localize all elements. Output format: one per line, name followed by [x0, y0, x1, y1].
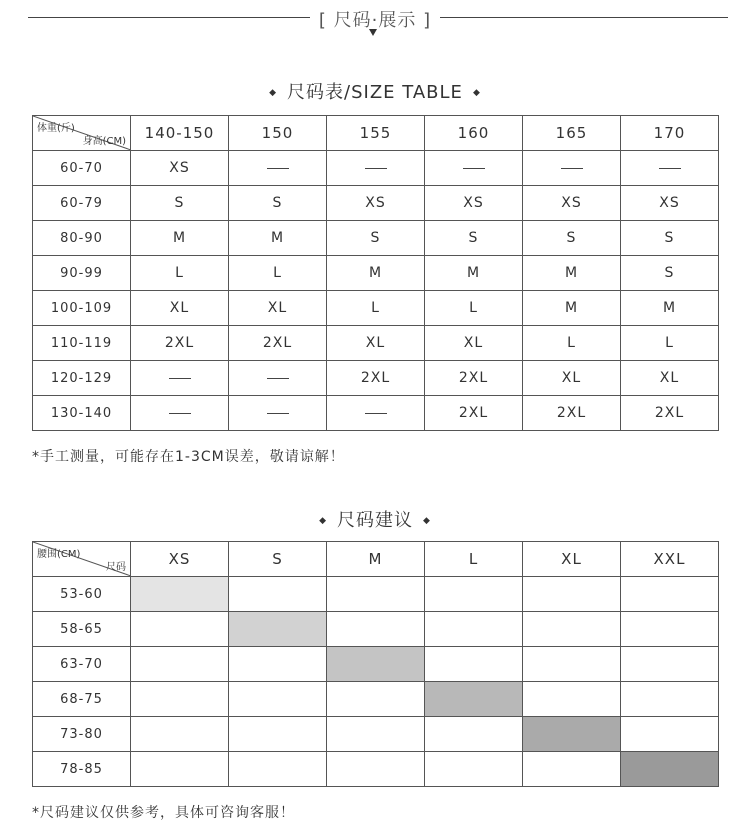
size-cell	[523, 396, 621, 431]
weight-row-header: 130-140	[33, 396, 131, 431]
waist-row-header: 73-80	[33, 717, 131, 752]
advice-cell	[327, 752, 425, 787]
size-table-title: 尺码表/SIZE TABLE	[287, 82, 463, 103]
not-available-dash	[365, 168, 387, 169]
size-cell	[621, 151, 719, 186]
size-cell	[229, 151, 327, 186]
waist-row-header: 53-60	[33, 577, 131, 612]
advice-cell	[131, 647, 229, 682]
size-value: S	[272, 195, 283, 211]
size-cell	[523, 326, 621, 361]
size-cell	[425, 186, 523, 221]
size-cell	[621, 361, 719, 396]
weight-row-header: 100-109	[33, 291, 131, 326]
size-cell	[131, 291, 229, 326]
size-cell	[131, 151, 229, 186]
size-cell	[523, 291, 621, 326]
corner-cell	[33, 116, 131, 151]
weight-row-header: 80-90	[33, 221, 131, 256]
size-value: L	[665, 335, 674, 351]
size-cell	[131, 186, 229, 221]
not-available-dash	[463, 168, 485, 169]
not-available-dash	[169, 413, 191, 414]
advice-cell	[523, 577, 621, 612]
size-cell	[523, 361, 621, 396]
size-advice-note: *尺码建议仅供参考，具体可咨询客服！	[32, 805, 295, 821]
recommended-size-cell	[621, 752, 719, 787]
size-cell	[229, 221, 327, 256]
down-arrow-icon	[369, 29, 377, 36]
size-cell	[327, 326, 425, 361]
page-header	[0, 0, 750, 50]
size-column-header: XS	[131, 542, 229, 577]
size-advice-table	[32, 541, 719, 787]
size-cell	[327, 361, 425, 396]
size-value: S	[370, 230, 381, 246]
size-value: M	[172, 230, 187, 246]
advice-cell	[621, 577, 719, 612]
size-cell	[621, 186, 719, 221]
size-cell	[621, 396, 719, 431]
advice-cell	[131, 612, 229, 647]
not-available-dash	[659, 168, 681, 169]
size-advice-title: 尺码建议	[337, 510, 413, 531]
size-cell	[327, 291, 425, 326]
waist-row-header: 78-85	[33, 752, 131, 787]
size-column-header: XL	[523, 542, 621, 577]
recommended-size-cell	[523, 717, 621, 752]
size-cell	[523, 186, 621, 221]
corner-bottom-label: 尺码	[106, 562, 126, 573]
size-value: L	[469, 300, 478, 316]
size-table	[32, 115, 719, 431]
size-table-heading	[0, 78, 750, 104]
size-cell	[621, 326, 719, 361]
size-table-row	[33, 186, 719, 221]
header-title: [ 尺码·展示 ]	[318, 10, 432, 31]
advice-cell	[523, 612, 621, 647]
size-value: XL	[365, 335, 386, 351]
weight-row-header: 60-70	[33, 151, 131, 186]
size-value: S	[174, 195, 185, 211]
size-cell	[229, 186, 327, 221]
size-cell	[621, 291, 719, 326]
size-value: S	[664, 265, 675, 281]
size-value: M	[564, 265, 579, 281]
recommended-size-cell	[425, 682, 523, 717]
weight-row-header: 60-79	[33, 186, 131, 221]
advice-cell	[327, 612, 425, 647]
advice-table-row	[33, 682, 719, 717]
recommended-size-cell	[229, 612, 327, 647]
size-column-header: XXL	[621, 542, 719, 577]
size-value: M	[662, 300, 677, 316]
advice-cell	[425, 577, 523, 612]
advice-cell	[131, 717, 229, 752]
advice-cell	[621, 717, 719, 752]
size-cell	[131, 256, 229, 291]
height-column-header: 140-150	[131, 116, 229, 151]
size-value: 2XL	[458, 370, 489, 386]
header-rule-right	[440, 17, 728, 18]
advice-table-header-row	[33, 542, 719, 577]
size-table-row	[33, 221, 719, 256]
size-value: 2XL	[556, 405, 587, 421]
size-value: XL	[561, 370, 582, 386]
corner-top-label: 腰围(CM)	[37, 549, 81, 560]
size-cell	[327, 186, 425, 221]
advice-table-row	[33, 752, 719, 787]
weight-row-header: 90-99	[33, 256, 131, 291]
advice-table-row	[33, 647, 719, 682]
advice-table-row	[33, 717, 719, 752]
size-cell	[523, 151, 621, 186]
size-table-row	[33, 326, 719, 361]
diamond-icon: ◆	[319, 516, 327, 526]
advice-cell	[425, 647, 523, 682]
corner-bottom-label: 身高(CM)	[82, 136, 126, 147]
header-rule-left	[28, 17, 310, 18]
size-value: M	[270, 230, 285, 246]
advice-cell	[327, 682, 425, 717]
height-column-header: 165	[523, 116, 621, 151]
size-table-note: *手工测量，可能存在1-3CM误差，敬请谅解！	[32, 449, 345, 465]
size-value: XL	[169, 300, 190, 316]
weight-row-header: 110-119	[33, 326, 131, 361]
recommended-size-cell	[131, 577, 229, 612]
size-value: 2XL	[360, 370, 391, 386]
size-cell	[425, 291, 523, 326]
advice-table-row	[33, 577, 719, 612]
size-value: 2XL	[164, 335, 195, 351]
size-value: L	[371, 300, 380, 316]
diamond-icon: ◆	[472, 88, 481, 98]
advice-cell	[229, 682, 327, 717]
size-cell	[425, 256, 523, 291]
size-cell	[425, 396, 523, 431]
size-cell	[229, 326, 327, 361]
not-available-dash	[561, 168, 583, 169]
size-table-row	[33, 396, 719, 431]
size-value: L	[175, 265, 184, 281]
not-available-dash	[267, 168, 289, 169]
size-cell	[621, 221, 719, 256]
size-value: XS	[561, 195, 582, 211]
advice-cell	[621, 647, 719, 682]
size-value: 2XL	[654, 405, 685, 421]
diamond-icon: ◆	[423, 516, 431, 526]
advice-table-row	[33, 612, 719, 647]
size-table-row	[33, 151, 719, 186]
size-cell	[327, 221, 425, 256]
advice-cell	[425, 717, 523, 752]
size-value: XS	[659, 195, 680, 211]
height-column-header: 160	[425, 116, 523, 151]
size-cell	[327, 151, 425, 186]
advice-cell	[621, 682, 719, 717]
size-cell	[327, 256, 425, 291]
waist-row-header: 63-70	[33, 647, 131, 682]
size-cell	[229, 256, 327, 291]
advice-cell	[131, 682, 229, 717]
diamond-icon: ◆	[269, 88, 278, 98]
waist-row-header: 68-75	[33, 682, 131, 717]
size-table-row	[33, 361, 719, 396]
size-value: XS	[463, 195, 484, 211]
advice-cell	[523, 647, 621, 682]
size-advice-heading	[0, 506, 750, 532]
advice-cell	[131, 752, 229, 787]
size-cell	[425, 326, 523, 361]
size-value: S	[468, 230, 479, 246]
size-value: M	[368, 265, 383, 281]
size-column-header: L	[425, 542, 523, 577]
not-available-dash	[169, 378, 191, 379]
height-column-header: 150	[229, 116, 327, 151]
corner-cell	[33, 542, 131, 577]
size-cell	[229, 396, 327, 431]
advice-cell	[229, 647, 327, 682]
size-value: L	[567, 335, 576, 351]
size-cell	[425, 361, 523, 396]
size-cell	[425, 151, 523, 186]
not-available-dash	[267, 413, 289, 414]
height-column-header: 155	[327, 116, 425, 151]
size-value: XL	[267, 300, 288, 316]
size-cell	[131, 326, 229, 361]
size-cell	[327, 396, 425, 431]
size-value: M	[564, 300, 579, 316]
advice-cell	[229, 577, 327, 612]
size-value: XL	[659, 370, 680, 386]
advice-cell	[523, 752, 621, 787]
not-available-dash	[365, 413, 387, 414]
advice-cell	[229, 717, 327, 752]
not-available-dash	[267, 378, 289, 379]
waist-row-header: 58-65	[33, 612, 131, 647]
size-cell	[131, 361, 229, 396]
size-cell	[523, 221, 621, 256]
size-cell	[425, 221, 523, 256]
advice-cell	[523, 682, 621, 717]
advice-cell	[425, 612, 523, 647]
size-value: XS	[365, 195, 386, 211]
size-column-header: S	[229, 542, 327, 577]
size-value: XL	[463, 335, 484, 351]
size-table-header-row	[33, 116, 719, 151]
size-column-header: M	[327, 542, 425, 577]
size-cell	[131, 221, 229, 256]
size-value: M	[466, 265, 481, 281]
size-table-row	[33, 256, 719, 291]
advice-cell	[425, 752, 523, 787]
size-cell	[131, 396, 229, 431]
size-cell	[523, 256, 621, 291]
weight-row-header: 120-129	[33, 361, 131, 396]
corner-top-label: 体重(斤)	[37, 123, 75, 134]
size-value: L	[273, 265, 282, 281]
height-column-header: 170	[621, 116, 719, 151]
advice-cell	[229, 752, 327, 787]
recommended-size-cell	[327, 647, 425, 682]
advice-cell	[327, 577, 425, 612]
size-value: S	[566, 230, 577, 246]
size-cell	[229, 291, 327, 326]
size-value: 2XL	[262, 335, 293, 351]
size-value: XS	[169, 160, 190, 176]
size-table-row	[33, 291, 719, 326]
size-value: S	[664, 230, 675, 246]
advice-cell	[621, 612, 719, 647]
size-cell	[229, 361, 327, 396]
advice-cell	[327, 717, 425, 752]
size-value: 2XL	[458, 405, 489, 421]
size-cell	[621, 256, 719, 291]
